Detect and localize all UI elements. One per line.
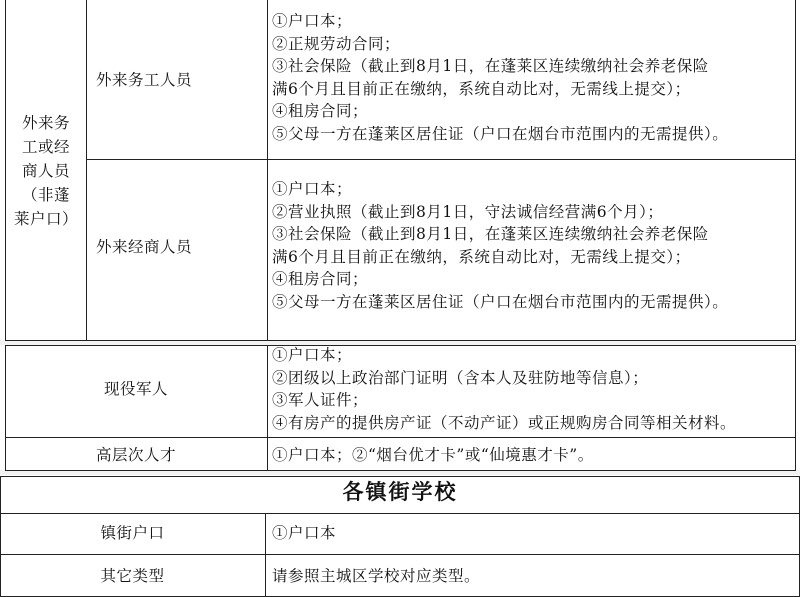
requirement-item: ③社会保险（截止到8月1日，在蓬莱区连续缴纳社会养老保险	[272, 57, 709, 75]
table-border-right	[795, 0, 796, 341]
requirement-item: ①户口本；	[272, 12, 353, 30]
table-divider	[267, 0, 268, 341]
category-line: （非蓬	[21, 186, 70, 204]
requirement-item: ⑤父母一方在蓬莱区居住证（户口在烟台市范围内的无需提供）。	[272, 125, 729, 143]
requirement-item: ④租房合同；	[272, 270, 369, 288]
table-border-right	[795, 345, 796, 471]
table-divider	[267, 345, 268, 471]
row-label-town-hukou: 镇街户口	[100, 524, 165, 542]
row-divider	[0, 476, 800, 477]
row-label-other-types: 其它类型	[100, 567, 165, 585]
row-label-talent: 高层次人才	[95, 446, 176, 464]
row-divider	[5, 437, 796, 438]
row-label-migrant-merchant: 外来经商人员	[96, 238, 193, 256]
category-line: 莱户口）	[13, 210, 78, 228]
requirement-item: 满6个月且目前正在缴纳，系统自动比对，无需线上提交）；	[272, 248, 691, 266]
section-title: 各镇街学校	[342, 479, 458, 504]
requirement-item: ②营业执照（截止到8月1日，守法诚信经营满6个月）；	[272, 203, 664, 221]
row-divider	[5, 340, 796, 341]
requirement-item: ①户口本；	[272, 346, 353, 364]
requirement-item: 满6个月且目前正在缴纳，系统自动比对，无需线上提交）；	[272, 80, 691, 98]
category-line: 商人员	[21, 162, 70, 180]
requirement-item: ①户口本；	[272, 180, 353, 198]
row-divider	[5, 345, 796, 346]
requirement-item: ④租房合同；	[272, 102, 369, 120]
row-divider	[5, 470, 796, 471]
row-divider	[0, 554, 800, 555]
requirement-item: ③军人证件；	[272, 391, 369, 409]
requirement-item: ②正规劳动合同；	[272, 35, 401, 53]
category-line: 工或经	[21, 138, 70, 156]
row-label-military: 现役军人	[103, 380, 168, 398]
table-divider	[265, 513, 266, 597]
category-cell	[5, 0, 86, 340]
requirement-item: 请参照主城区学校对应类型。	[272, 567, 481, 585]
row-divider	[86, 159, 796, 160]
row-divider	[0, 513, 800, 514]
table-divider	[86, 0, 87, 341]
row-label-migrant-worker: 外来务工人员	[96, 71, 193, 89]
category-line: 外来务	[21, 114, 70, 132]
requirement-item: ③社会保险（截止到8月1日，在蓬莱区连续缴纳社会养老保险	[272, 225, 709, 243]
requirement-item: ⑤父母一方在蓬莱区居住证（户口在烟台市范围内的无需提供）。	[272, 293, 729, 311]
requirement-item: ②团级以上政治部门证明（含本人及驻防地等信息）；	[272, 369, 649, 387]
requirement-item: ①户口本	[272, 524, 337, 542]
requirement-item: ①户口本；②“烟台优才卡”或“仙境惠才卡”。	[272, 446, 594, 464]
requirement-item: ④有房产的提供房产证（不动产证）或正规购房合同等相关材料。	[272, 414, 737, 432]
